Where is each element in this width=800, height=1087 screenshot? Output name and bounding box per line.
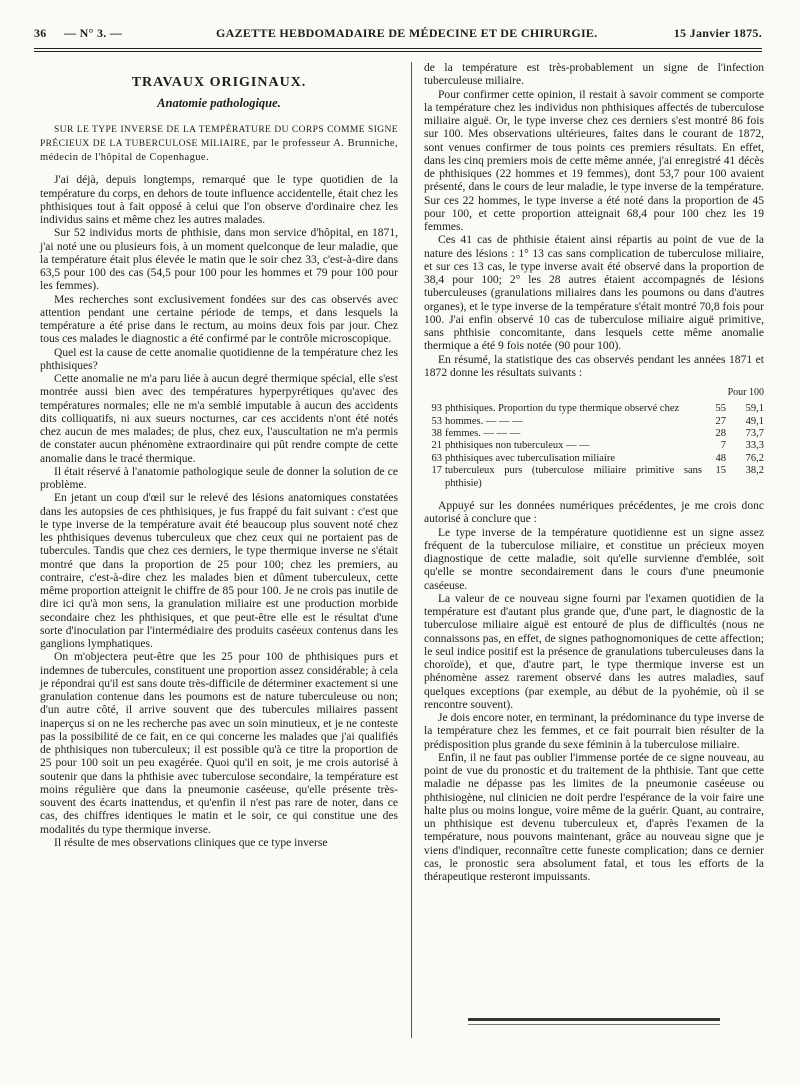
running-header <box>34 26 762 46</box>
paragraph: Le type inverse de la température quotidienne est un signe assez fréquent de la tuberculose miliaire, et constitue un précieux moyen diagnostique de cette maladie, soit qu'elle survienne d'emblée, soit qu'elle se montre secondairement dans le cours d'une pneumonie caséeuse. <box>424 526 764 592</box>
row-percent: 73,7 <box>745 428 764 440</box>
row-count: 53 <box>431 415 442 427</box>
row-cases: 15 <box>715 465 726 477</box>
row-percent: 33,3 <box>745 440 764 452</box>
paragraph: Pour confirmer cette opinion, il restait à savoir comment se comporte la température chez les individus non phthisiques affectés de tuberculose miliaire aiguë. Or, le type inverse chez ces derniers s'est montré 86 fois sur 100. Mes observations ultérieures, faites dans le courant de 1872, sont venues confirmer de tous points ces premiers résultats. En effet, dans les cinq premiers mois de cette même année, j'ai enregistré 41 décès de phthisiques (22 hommes et 19 femmes), dont 53,7 pour 100 avaient présenté, dans le cours de leur maladie, le type inverse de la température. Sur ces 22 hommes, le type inverse a été noté dans la proportion de 45 pour 100, et cette proportion atteignait 68,4 pour 100 chez les 19 femmes. <box>424 88 764 233</box>
row-percent: 49,1 <box>745 415 764 427</box>
row-percent: 38,2 <box>745 465 764 477</box>
subsection-title: Anatomie pathologique. <box>157 96 281 111</box>
paragraph: En résumé, la statistique des cas observés pendant les années 1871 et 1872 donne les résultats suivants : <box>424 353 764 379</box>
section-title: TRAVAUX ORIGINAUX. <box>131 75 307 90</box>
row-count: 21 <box>431 440 442 452</box>
paragraph: Il était réservé à l'anatomie pathologique seule de donner la solution de ce problème. <box>40 465 398 491</box>
row-percent: 76,2 <box>745 452 764 464</box>
paragraph: Sur 52 individus morts de phthisie, dans mon service d'hôpital, en 1871, j'ai noté une ou plusieurs fois, à un moment quelconque de leur maladie, que la température était plus élevée le matin que le soir chez 33, c'est-à-dire dans 63,5 pour 100 des cas (54,5 pour 100 pour les hommes et 79 pour 100 pour les femmes). <box>40 227 398 293</box>
article-title-author: par le professeur A. Brunniche, médecin de l'hôpital de Copenhague. <box>40 137 398 163</box>
paragraph: Mes recherches sont exclusivement fondées sur des cas observés avec attention pendant une certaine période de temps, et dans lesquels la température a été prise dans le rectum, au moins deux fois par jour. Chez tous ces malades le diagnostic a été confirmé par le contrôle microscopique. <box>40 293 398 346</box>
row-label: tuberculeux purs (tuberculose miliaire primitive sans phthisie) <box>445 465 702 489</box>
article-title-smallcaps: SUR LE TYPE INVERSE DE LA TEMPÉRATURE DU CORPS COMME SIGNE PRÉCIEUX DE LA TUBERCULOSE MILIAIRE, <box>40 124 398 149</box>
page-number: 36 <box>34 26 47 40</box>
header-rule <box>34 48 762 49</box>
paragraph: Je dois encore noter, en terminant, la prédominance du type inverse de la température chez les femmes, et ce fait pourrait bien résulter de la prédisposition plus grande du sexe féminin à la tuberculose miliaire. <box>424 712 764 751</box>
row-cases: 28 <box>715 428 726 440</box>
paragraph: Cette anomalie ne m'a paru liée à aucun degré thermique spécial, elle s'est montrée aussi bien avec des températures hyperpyrétiques qu'avec des températures normales; elle ne m'a semblé imputable à aucun des accidents dits colliquatifs, ni aux sueurs nocturnes, car ces accidents n'ont été notés chez aucun de mes malades; de plus, chez eux, l'auscultation ne m'a permis de constater aucun phénomène extraordinaire qui pût rendre compte de cette anomalie dans le tracé thermique. <box>40 373 398 465</box>
column-separator <box>411 62 412 1038</box>
row-count: 63 <box>431 452 442 464</box>
paragraph: Appuyé sur les données numériques précédentes, je me crois donc autorisé à conclure que : <box>424 500 764 526</box>
paragraph: Quel est la cause de cette anomalie quotidienne de la température chez les phthisiques? <box>40 346 398 372</box>
left-column <box>40 62 398 850</box>
row-cases: 27 <box>715 415 726 427</box>
paragraph: On m'objectera peut-être que les 25 pour 100 de phthisiques purs et indemnes de tubercules, constituent une proportion assez considérable; à cela je répondrai qu'il est sans doute très-difficile de déterminer exactement si une granulation contenue dans les poumons est de nature tuberculeuse ou non; d'un autre côté, il arrive souvent que des tubercules miliaires passent inaperçus si on ne les recherche pas avec un soin minutieux, et je ne conteste pas la possibilité de ce fait, en ce qui concerne les malades que j'ai qualifiés de phthisiques non tuberculeux; il est possible qu'à ce titre la proportion de 25 pour 100 soit un peu exagérée. Quoi qu'il en soit, je me crois autorisé à soutenir que dans la phthisie avec tuberculose secondaire, la température est moins régulière que dans la pneumonie caséeuse, qu'elle présente très-souvent des écarts inattendus, et qu'enfin il n'est pas rare de noter, dans ce cas, des chiffres identiques le matin et le soir, ce qui constitue une des modalités du type thermique inverse. <box>40 651 398 836</box>
row-count: 38 <box>431 428 442 440</box>
row-label: femmes. — — — <box>445 428 521 440</box>
paragraph: Il résulte de mes observations cliniques que ce type inverse <box>54 836 328 849</box>
paragraph: Enfin, il ne faut pas oublier l'immense portée de ce signe nouveau, au point de vue du pronostic et du traitement de la phthisie. Tant que cette maladie ne dépasse pas les limites de la pneumonie caséeuse ou phthisiogène, nul clinicien ne doit perdre l'espérance de la voir faire une halte plus ou moins longue, voire même de la guérir. Quant, au contraire, un phthisique est devenu tuberculeux et, d'après l'examen de la température, nous pouvons maintenant, grâce au nouveau signe que je viens d'indiquer, reconnaître cette funeste complication; dans ce dernier cas, le pronostic sera absolument fatal, et tous les efforts de la thérapeutique resteront impuissants. <box>424 751 764 884</box>
row-cases: 55 <box>715 403 726 415</box>
journal-title: GAZETTE HEBDOMADAIRE DE MÉDECINE ET DE CHIRURGIE. <box>216 26 598 40</box>
row-count: 17 <box>431 465 442 477</box>
row-label: phthisiques avec tuberculisation miliaire <box>445 452 615 464</box>
table-row <box>424 465 764 490</box>
issue-number: — N° 3. — <box>64 26 123 40</box>
row-label: phthisiques non tuberculeux — — <box>445 440 590 452</box>
row-cases: 48 <box>715 452 726 464</box>
table-row <box>424 440 764 452</box>
paragraph-continued: de la température est très-probablement un signe de l'infection tuberculeuse miliaire. <box>424 62 764 88</box>
paragraph: Ces 41 cas de phthisie étaient ainsi répartis au point de vue de la nature des lésions : 1° 13 cas sans complication de tuberculose miliaire, et sur ces 13 cas, le type inverse avait été observé dans la proportion de 38,4 pour 100; 2° les 28 autres étaient accompagnés de lésions tuberculeuses (granulations miliaires dans les poumons ou dans d'autres organes), et le type inverse de la température s'était montré 70,8 fois pour 100. J'ai enfin observé 10 cas de tuberculose miliaire aiguë primitive, sans phthisie concomitante, dans lesquels cette même anomalie thermique a été 9 fois notée (90 pour 100). <box>424 234 764 353</box>
right-column <box>424 62 764 884</box>
row-count: 93 <box>431 403 442 415</box>
table-row <box>424 416 764 428</box>
header-rule-thin <box>34 51 762 52</box>
row-label: phthisiques. Proportion du type thermique observé chez <box>445 403 680 415</box>
table-row <box>424 453 764 465</box>
row-cases: 7 <box>720 440 726 452</box>
row-label: hommes. — — — <box>445 415 523 427</box>
table-row <box>424 403 764 415</box>
issue-date: 15 Janvier 1875. <box>673 26 762 40</box>
row-percent: 59,1 <box>745 403 764 415</box>
table-row <box>424 428 764 440</box>
statistics-table <box>424 403 764 490</box>
paragraph: La valeur de ce nouveau signe fourni par l'examen quotidien de la température est d'autant plus grande que, d'une part, le diagnostic de la tuberculose miliaire aiguë est entouré de plus de difficultés (nous ne connaissons pas, en effet, de signes pathognomoniques de cette affection; le seul indice positif est la présence de granulations tuberculeuses dans la choroïde), et que, d'autre part, le type thermique inverse est un phénomène assez rarement observé dans les autres maladies, sauf quelques exceptions (par exemple, au début de la pyohémie, où il se rencontre souvent). <box>424 592 764 711</box>
article-title <box>40 123 398 165</box>
paragraph: J'ai déjà, depuis longtemps, remarqué que le type quotidien de la température du corps, en dehors de toute influence accidentelle, était chez les phthisiques tout à fait opposé à celui que l'on observe d'ordinaire chez les individus sains et même chez les autres malades. <box>40 174 398 226</box>
end-of-article-rule-thin <box>468 1024 720 1025</box>
end-of-article-rule <box>468 1018 720 1021</box>
table-unit-header: Pour 100 <box>727 387 764 398</box>
paragraph: En jetant un coup d'œil sur le relevé des lésions anatomiques constatées dans les autopsies de ces phthisiques, je fus frappé du fait suivant : c'est que le type inverse de la température avait été beaucoup plus souvent noté chez les phthisiques devenus tuberculeux que chez ceux qui ne portaient pas de tubercules. Tandis que chez ces derniers, le type thermique inverse ne s'était montré que dans la proportion de 25 pour 100; chez les premiers, au contraire, c'est-à-dire chez les malades bien et dûment tuberculeux, cette même proportion atteignit le chiffre de 85 pour 100. Je ne crois pas inutile de dire ici qu'à mon sens, la granulation miliaire est une production morbide secondaire chez les phthisiques, et que peut-être elle est le résultat d'une sorte d'inoculation par l'intermédiaire des produits caséeux contenus dans les ganglions lymphatiques. <box>40 492 398 650</box>
